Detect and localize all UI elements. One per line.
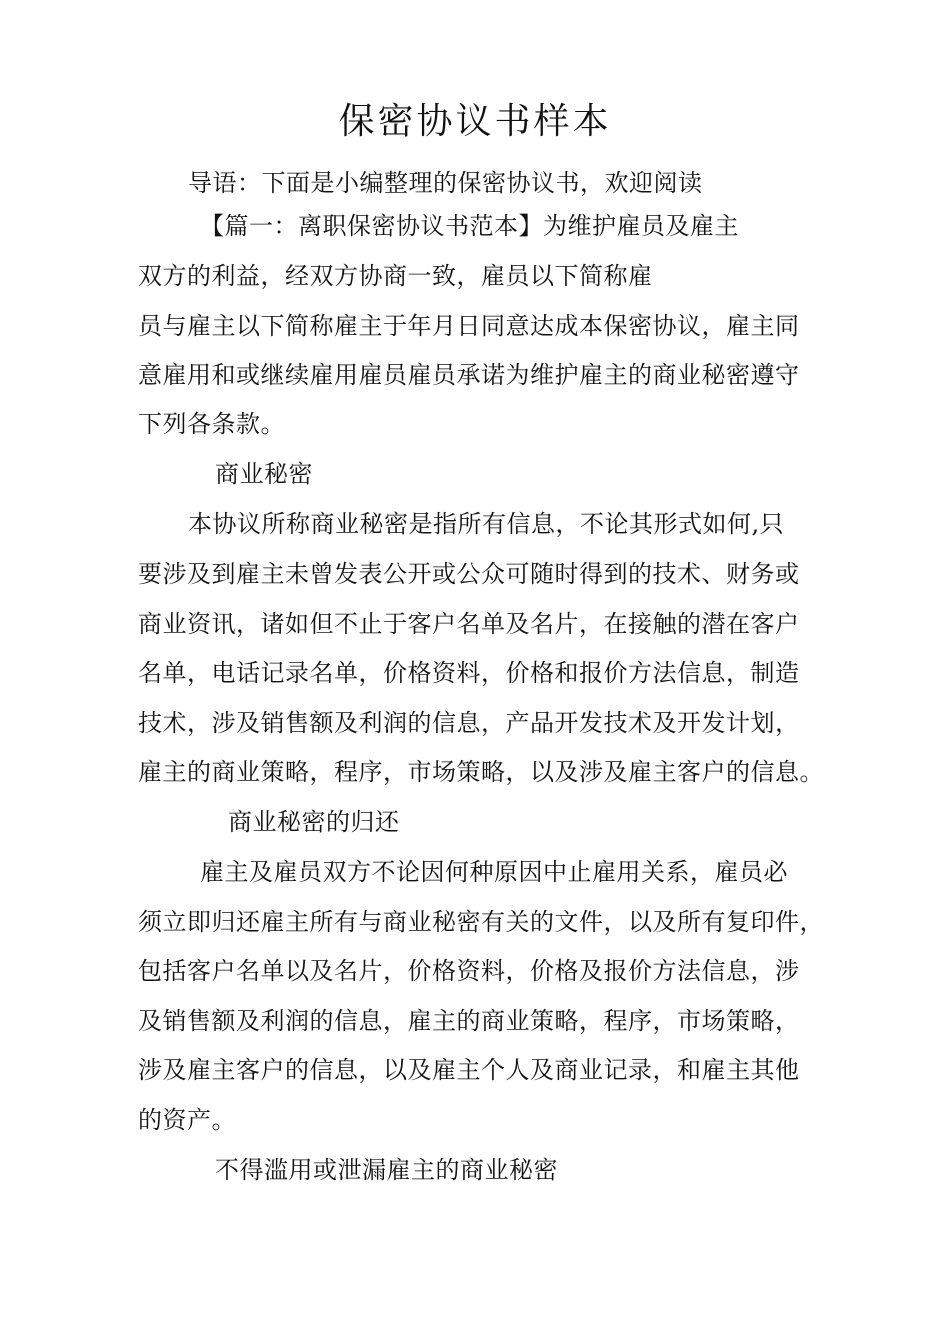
section1-line-2: 双方的利益，经双方协商一致，雇员以下简称雇 <box>138 262 653 290</box>
return-line-2: 须立即归还雇主所有与商业秘密有关的文件，以及所有复印件， <box>138 908 824 936</box>
document-title: 保密协议书样本 <box>338 101 612 142</box>
trade-secret-line-1: 本协议所称商业秘密是指所有信息，不论其形式如何,只 <box>188 510 785 538</box>
trade-secret-line-6: 雇主的商业策略，程序，市场策略，以及涉及雇主客户的信息。 <box>138 758 824 786</box>
return-line-4: 及销售额及利润的信息，雇主的商业策略，程序，市场策略， <box>138 1007 800 1035</box>
trade-secret-line-3: 商业资讯，诸如但不止于客户名单及名片，在接触的潜在客户 <box>138 610 800 638</box>
return-line-1: 雇主及雇员双方不论因何种原因中止雇用关系，雇员必 <box>200 858 788 886</box>
return-line-3: 包括客户名单以及名片，价格资料，价格及报价方法信息，涉 <box>138 957 800 985</box>
section1-line-4: 意雇用和或继续雇用雇员雇员承诺为维护雇主的商业秘密遵守 <box>138 361 800 389</box>
trade-secret-line-2: 要涉及到雇主未曾发表公开或公众可随时得到的技术、财务或 <box>138 560 800 588</box>
section1-line-3: 员与雇主以下简称雇主于年月日同意达成本保密协议，雇主同 <box>138 312 800 340</box>
return-line-5: 涉及雇主客户的信息，以及雇主个人及商业记录，和雇主其他 <box>138 1056 800 1084</box>
section1-line-1: 【篇一：离职保密协议书范本】为维护雇员及雇主 <box>200 212 739 240</box>
trade-secret-line-4: 名单，电话记录名单，价格资料，价格和报价方法信息，制造 <box>138 659 800 687</box>
return-line-6: 的资产。 <box>138 1106 236 1134</box>
intro-text: 导语：下面是小编整理的保密协议书，欢迎阅读 <box>188 169 703 197</box>
section1-line-5: 下列各条款。 <box>138 410 285 438</box>
heading-misuse: 不得滥用或泄漏雇主的商业秘密 <box>215 1156 558 1184</box>
heading-return: 商业秘密的归还 <box>228 808 400 836</box>
heading-trade-secret: 商业秘密 <box>215 460 313 488</box>
trade-secret-line-5: 技术，涉及销售额及利润的信息，产品开发技术及开发计划， <box>138 709 800 737</box>
